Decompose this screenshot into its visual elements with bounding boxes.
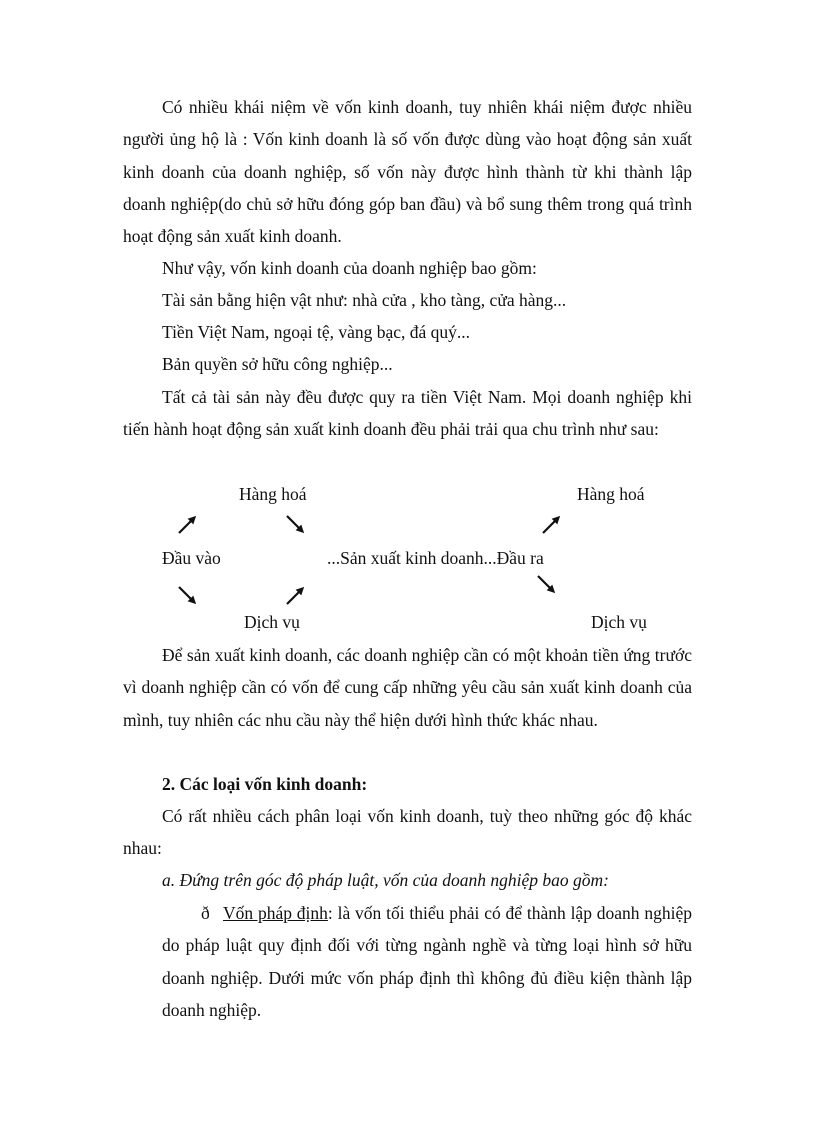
bullet-legal-capital-text: : là vốn tối thiểu phải có để thành lập doanh nghiệp do pháp luật quy định đối với từng ngành nghề và từng loại hình sở hữu doanh nghiệp. Dưới mức vốn pháp định thì không đủ điều kiện thành lập doanh nghiệp. <box>162 903 692 1020</box>
arrow-goods-to-production <box>287 516 302 531</box>
diagram-goods-left: Hàng hoá <box>239 484 307 504</box>
line-capital-includes: Như vậy, vốn kinh doanh của doanh nghiệp bao gồm: <box>162 258 537 278</box>
diagram-production-output: ...Sản xuất kinh doanh...Đầu ra <box>327 548 544 568</box>
heading-capital-types: 2. Các loại vốn kinh doanh: <box>162 774 368 794</box>
paragraph-advance-capital: Để sản xuất kinh doanh, các doanh nghiệp cần có một khoản tiền ứng trước vì doanh nghiệp cần có vốn để cung cấp những yêu cầu sản xuất kinh doanh của mình, tuy nhiên các nhu cầu này thể hiện dưới hình thức khác nhau. <box>123 645 692 730</box>
arrow-output-to-goods <box>543 518 558 533</box>
line-copyright: Bản quyền sở hữu công nghiệp... <box>162 354 393 374</box>
arrow-services-to-production <box>287 589 302 604</box>
diagram-goods-right: Hàng hoá <box>577 484 645 504</box>
subheading-legal-perspective: a. Đứng trên góc độ pháp luật, vốn của doanh nghiệp bao gồm: <box>162 870 609 890</box>
paragraph-business-cycle: Tất cả tài sản này đều được quy ra tiền Việt Nam. Mọi doanh nghiệp khi tiến hành hoạt động sản xuất kinh doanh đều phải trải qua chu trình như sau: <box>123 387 692 440</box>
paragraph-classification: Có rất nhiều cách phân loại vốn kinh doanh, tuỳ theo những góc độ khác nhau: <box>123 806 692 859</box>
term-legal-capital: Vốn pháp định <box>223 903 328 923</box>
arrow-input-to-services <box>179 587 194 602</box>
diagram-input: Đầu vào <box>162 548 221 568</box>
line-physical-assets: Tài sản bằng hiện vật như: nhà cửa , kho tàng, cửa hàng... <box>162 290 567 310</box>
bullet-mark: ð <box>201 903 210 923</box>
arrow-output-to-services <box>538 576 553 591</box>
line-currency: Tiền Việt Nam, ngoại tệ, vàng bạc, đá quý... <box>162 322 471 342</box>
arrow-input-to-goods <box>179 518 194 533</box>
paragraph-capital-definition: Có nhiều khái niệm về vốn kinh doanh, tuy nhiên khái niệm được nhiều người ủng hộ là : Vốn kinh doanh là số vốn được dùng vào hoạt động sản xuất kinh doanh của doanh nghiệp, số vốn này được hình thành từ khi thành lập doanh nghiệp(do chủ sở hữu đóng góp ban đầu) và bổ sung thêm trong quá trình hoạt động sản xuất kinh doanh. <box>123 97 692 247</box>
diagram-services-right: Dịch vụ <box>591 612 647 632</box>
diagram-services-left: Dịch vụ <box>244 612 300 632</box>
bullet-legal-capital <box>162 897 692 1026</box>
